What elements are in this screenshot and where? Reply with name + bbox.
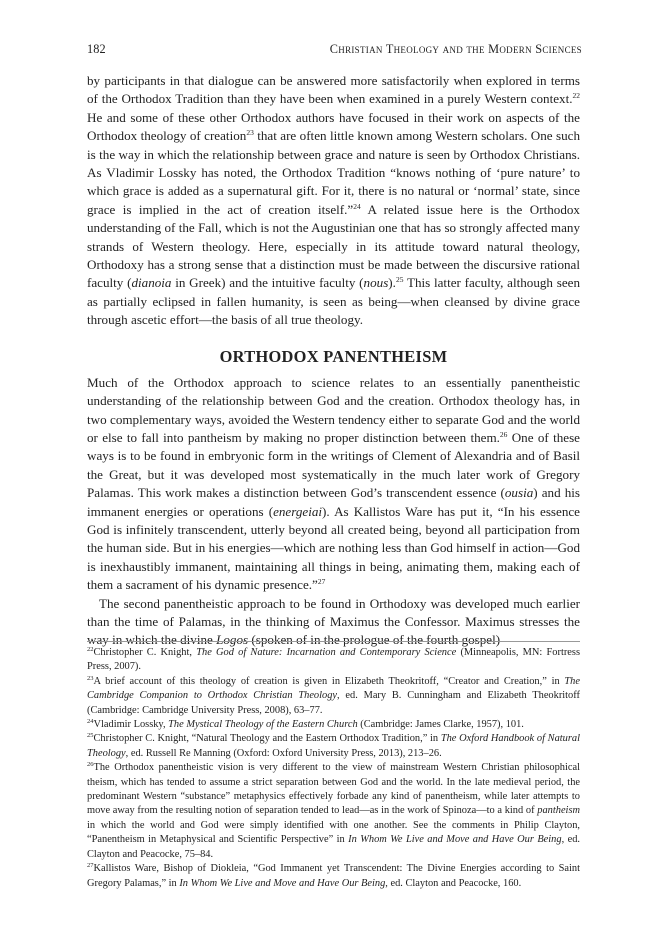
book-title: The Cambridge Companion to Orthodox Christian Theology xyxy=(87,675,580,702)
footnote-27 xyxy=(87,862,580,891)
text-run: The Orthodox panentheistic vision is very different to the view of mainstream Western Christian philosophical theism, which has tended to assume a strict separation between God and the world. In the late medieval period, the predominant Western “substance” metaphysics effectively forbade any kind of panentheism, while later attempts to move away from the resulting notion of separation tended to lead—as in the work of Spinoza—to a kind of xyxy=(87,762,580,817)
italic-term: Logos xyxy=(216,632,249,648)
text-run: (spoken of in the prologue of the fourth gospel) xyxy=(248,632,501,648)
text-run: ) and his immanent energies or operations ( xyxy=(87,485,581,519)
footnote-number: 25 xyxy=(87,732,94,740)
page-number: 182 xyxy=(87,42,106,56)
italic-term: dianoia xyxy=(131,275,172,291)
text-run: , ed. Mary B. Cunningham and Elizabeth Theokritoff (Cambridge: Cambridge University Press, 2008), 63–77. xyxy=(87,690,580,716)
italic-term: ousia xyxy=(504,485,534,501)
text-run: A related issue here is the Orthodox understanding of the Fall, which is not the Augustinian one that has so strongly affected many strands of Western theology. Here, especially in its attitude toward natural theology, Orthodoxy has a strong sense that a distinction must be made between the discursive rational faculty ( xyxy=(87,201,580,291)
main-text xyxy=(87,72,580,650)
footnote-26 xyxy=(87,761,580,862)
footnote-number: 22 xyxy=(87,646,94,653)
footnote-23 xyxy=(87,675,580,718)
footnote-ref-27: 27 xyxy=(317,577,326,587)
text-run: Much of the Orthodox approach to science relates to an essentially panentheistic understanding of the relationship between God and the creation. Orthodox theology has, in two complementary ways, avoided the Western tendency either to separate God and the world or else to fall into pantheism by making no proper distinction between them. xyxy=(87,374,580,445)
text-run: , ed. Clayton and Peacocke, 160. xyxy=(385,877,522,889)
book-title: The Oxford Handbook of Natural Theology xyxy=(87,733,580,759)
footnote-22 xyxy=(87,646,580,675)
footnotes xyxy=(87,646,580,891)
text-run: This latter faculty, although seen as partially eclipsed in fallen humanity, is seen as being—when cleansed by divine grace through ascetic effort—the basis of all true theology. xyxy=(87,275,580,328)
text-run: ). As Kallistos Ware has put it, “In his essence God is infinitely transcendent, utterly beyond all created being, beyond all participation from the human side. But in his energies—which are nothing less than God himself in action—God is inexhaustibly immanent, maintaining all things in being, animating them, making each of them a sacrament of his dynamic presence.” xyxy=(87,503,580,593)
text-run: (Cambridge: James Clarke, 1957), 101. xyxy=(357,719,524,731)
footnote-ref-24: 24 xyxy=(353,201,361,211)
book-title: In Whom We Live and Move and Have Our Being xyxy=(179,877,386,889)
footnote-ref-25: 25 xyxy=(395,275,404,285)
text-run: by participants in that dialogue can be answered more satisfactorily when explored in terms of the Orthodox Tradition than they have been when examined in a purely Western context. xyxy=(87,73,580,107)
text-run: in which the world and God were simply identified with one another. See the comments in Philip Clayton, “Panentheism in Metaphysical and Scientific Perspective” in xyxy=(87,819,580,846)
text-run: Christopher C. Knight, “Natural Theology and the Eastern Orthodox Tradition,” in xyxy=(93,733,441,745)
text-run: (Minneapolis, MN: Fortress Press, 2007). xyxy=(87,647,581,673)
text-run: A brief account of this theology of creation is given in Elizabeth Theokritoff, “Creator and Creation,” in xyxy=(93,675,565,687)
footnote-24 xyxy=(87,718,580,732)
footnote-ref-22: 22 xyxy=(572,91,580,101)
italic-term: energeiai xyxy=(273,503,323,519)
text-run: that are often little known among Western scholars. One such is the way in which the relationship between grace and nature is seen by Orthodox Christians. As Vladimir Lossky has noted, the Orthodox Tradition “knows nothing of ‘pure nature’ to which grace is added as a supernatural gift. For it, there is no natural or ‘normal’ state, since grace is implied in the act of creation itself.” xyxy=(87,128,581,217)
text-run: , ed. Russell Re Manning (Oxford: Oxford University Press, 2013), 213–26. xyxy=(125,747,442,759)
text-run: ). xyxy=(388,275,396,291)
text-run: He and some of these other Orthodox authors have focused in their work on aspects of the Orthodox theology of creation xyxy=(87,109,580,144)
text-run: Christopher C. Knight, xyxy=(93,647,197,658)
footnote-separator xyxy=(87,641,580,642)
book-title: The God of Nature: Incarnation and Contemporary Science xyxy=(196,647,457,658)
footnote-number: 26 xyxy=(87,761,94,769)
italic-term: pantheism xyxy=(537,805,580,817)
paragraph-1 xyxy=(87,72,580,330)
text-run: Kallistos Ware, Bishop of Diokleia, “God Immanent yet Transcendent: The Divine Energies according to Saint Gregory Palamas,” in xyxy=(87,863,580,889)
book-title: In Whom We Live and Move and Have Our Being xyxy=(348,834,562,846)
italic-term: nous xyxy=(363,275,389,291)
text-run: in Greek) and the intuitive faculty ( xyxy=(171,275,364,291)
paragraph-2 xyxy=(87,374,580,595)
running-title: Christian Theology and the Modern Sciences xyxy=(329,42,582,56)
text-run: The second panentheistic approach to be found in Orthodoxy was developed much earlier than the time of Palamas, in the thinking of Maximus the Confessor. Maximus stresses the way in which the divine xyxy=(87,595,580,648)
text-run: , ed. Clayton and Peacocke, 75–84. xyxy=(87,834,580,860)
footnote-ref-26: 26 xyxy=(499,429,508,439)
footnote-number: 27 xyxy=(87,862,94,870)
text-run: Vladimir Lossky, xyxy=(93,719,169,731)
footnote-25 xyxy=(87,732,580,761)
text-run: One of these ways is to be found in embryonic form in the writings of Clement of Alexandria and of Basil the Great, but it was developed most systematically in the much later work of Gregory Palamas. This work makes a distinction between God’s transcendent essence ( xyxy=(87,429,580,501)
footnote-number: 23 xyxy=(87,674,94,682)
section-heading: ORTHODOX PANENTHEISM xyxy=(219,346,448,366)
footnote-ref-23: 23 xyxy=(246,128,254,138)
footnote-number: 24 xyxy=(87,718,94,726)
book-title: The Mystical Theology of the Eastern Church xyxy=(168,719,358,731)
